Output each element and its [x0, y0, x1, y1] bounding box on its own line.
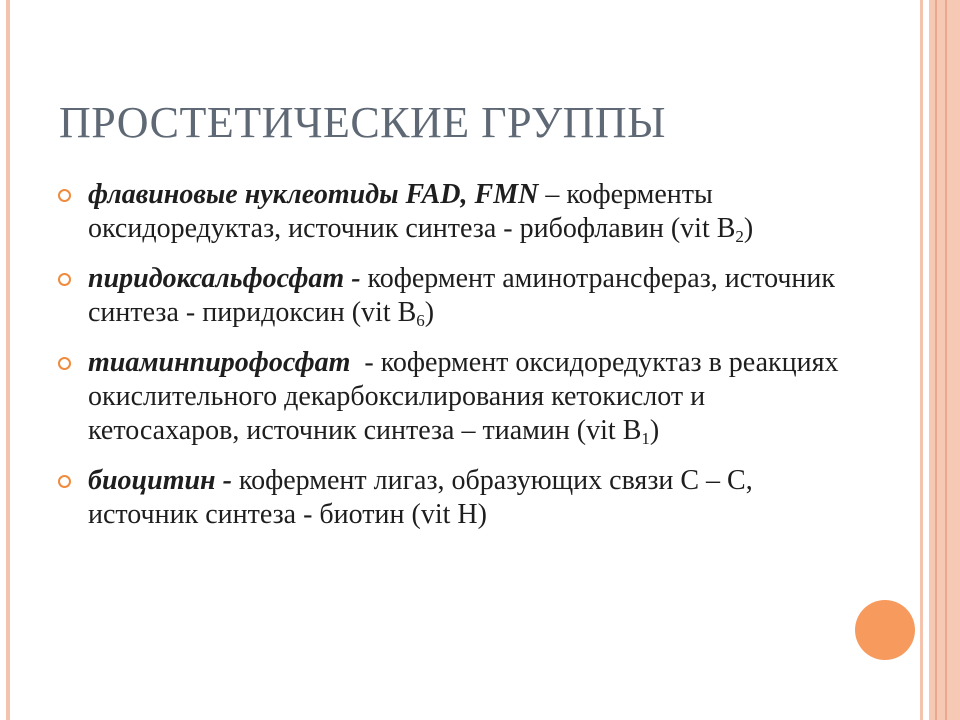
bullet-text: – коферменты оксидоредуктаз, источник синтеза - рибофлавин (vit B [88, 179, 736, 244]
bullet-tail: ) [424, 297, 435, 328]
bullet-circle-icon [58, 357, 71, 370]
frame-left-stripe [6, 0, 10, 720]
bullet-term: биоцитин - [88, 465, 232, 496]
bullet-term: тиаминпирофосфат [88, 347, 351, 378]
frame-right-band [929, 0, 960, 720]
bullet-circle-icon [58, 475, 71, 488]
bullet-term: пиридоксальфосфат - [88, 263, 361, 294]
decorative-orange-circle [855, 600, 915, 660]
slide-title: ПРОСТЕТИЧЕСКИЕ ГРУППЫ [59, 98, 667, 147]
frame-right-thin-stripe [920, 0, 923, 720]
list-item [58, 464, 858, 532]
bullet-text: кофермент аминотрансфераз, источник синтеза - пиридоксин (vit B [88, 263, 835, 328]
bullet-circle-icon [58, 273, 71, 286]
bullet-term: флавиновые нуклеотиды FAD, FMN [88, 179, 539, 210]
bullet-subscript: 6 [416, 311, 425, 330]
list-item [58, 178, 858, 246]
list-item [58, 346, 858, 448]
frame-band-stripe [945, 0, 947, 720]
bullet-subscript: 2 [735, 227, 744, 246]
bullet-tail: ) [649, 415, 660, 446]
list-item [58, 262, 858, 330]
bullet-tail: ) [743, 213, 754, 244]
bullet-circle-icon [58, 189, 71, 202]
bullet-list [58, 178, 858, 548]
bullet-subscript: 1 [641, 429, 650, 448]
bullet-text: кофермент лигаз, образующих связи С – С, источник синтеза - биотин (vit H) [88, 465, 753, 530]
frame-band-stripe [935, 0, 937, 720]
bullet-text: - кофермент оксидоредуктаз в реакциях окислительного декарбоксилирования кетокислот и кетосахаров, источник синтеза – тиамин (vit B [88, 347, 846, 446]
